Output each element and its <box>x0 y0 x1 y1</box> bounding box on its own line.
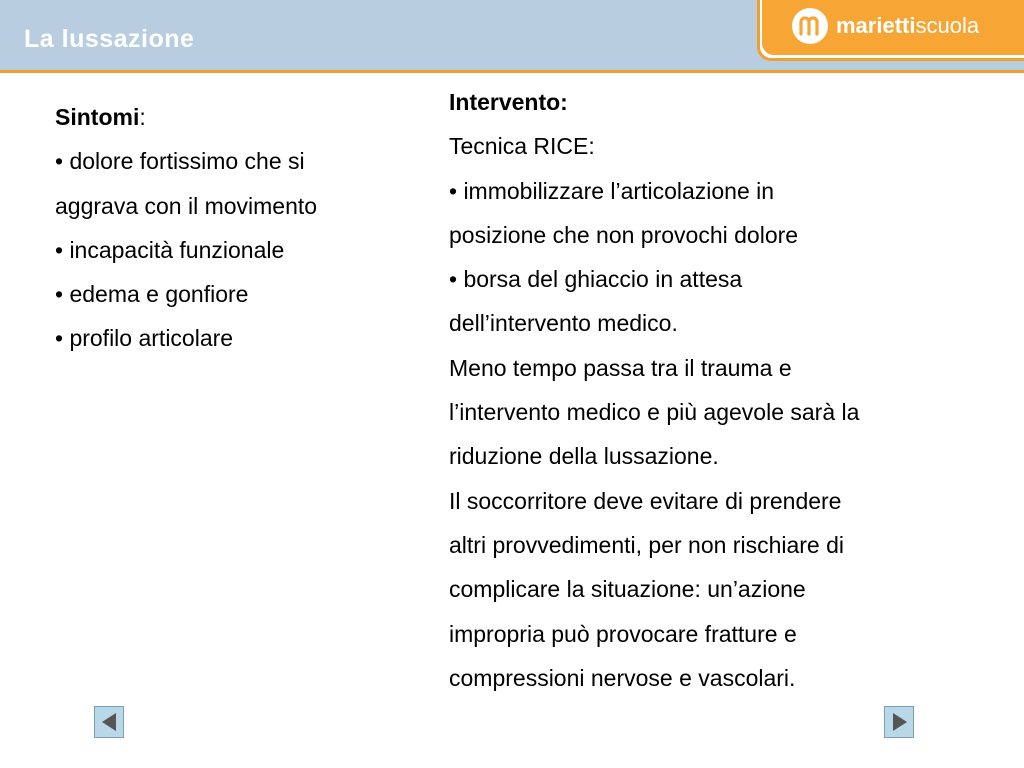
text-line: dell’intervento medico. <box>449 310 678 337</box>
text-line: impropria può provocare fratture e <box>449 620 797 647</box>
symptoms-heading: Sintomi <box>55 104 140 130</box>
text-line: • immobilizzare l’articolazione in <box>449 177 775 204</box>
text-line: altri provvedimenti, per non rischiare di <box>449 531 845 558</box>
list-item: • profilo articolare <box>55 325 234 352</box>
list-item: • dolore fortissimo che si <box>55 148 305 175</box>
text-line: complicare la situazione: un’azione <box>449 576 806 603</box>
logo-brand: marietti <box>836 13 916 38</box>
list-item: • incapacità funzionale <box>55 236 285 263</box>
list-item: aggrava con il movimento <box>55 192 318 219</box>
header-divider <box>0 70 1024 73</box>
logo-suffix: scuola <box>915 13 980 38</box>
text-line: Il soccorritore deve evitare di prendere <box>449 487 842 514</box>
text-line: riduzione della lussazione. <box>449 443 719 470</box>
logo-icon <box>792 8 828 44</box>
text-line: • borsa del ghiaccio in attesa <box>449 266 743 293</box>
text-line: Meno tempo passa tra il trauma e <box>449 354 792 381</box>
arrow-left-icon <box>102 713 116 731</box>
text-line: l’intervento medico e più agevole sarà la <box>449 399 860 426</box>
text-line: posizione che non provochi dolore <box>449 221 799 248</box>
intervention-column <box>449 80 969 700</box>
list-item: • edema e gonfiore <box>55 281 249 308</box>
intervention-heading: Intervento: <box>449 89 568 115</box>
publisher-logo <box>757 0 1024 61</box>
slide-title: La lussazione <box>24 25 195 53</box>
symptoms-column: Sintomi: • dolore fortissimo che si aggrava con il movimento • incapacità funzionale • edema e gonfiore • profilo articolare <box>55 95 415 361</box>
arrow-right-icon <box>893 713 907 731</box>
text-line: Tecnica RICE: <box>449 133 595 160</box>
text-line: compressioni nervose e vascolari. <box>449 664 796 691</box>
previous-slide-button[interactable] <box>94 706 124 738</box>
next-slide-button[interactable] <box>884 706 914 738</box>
